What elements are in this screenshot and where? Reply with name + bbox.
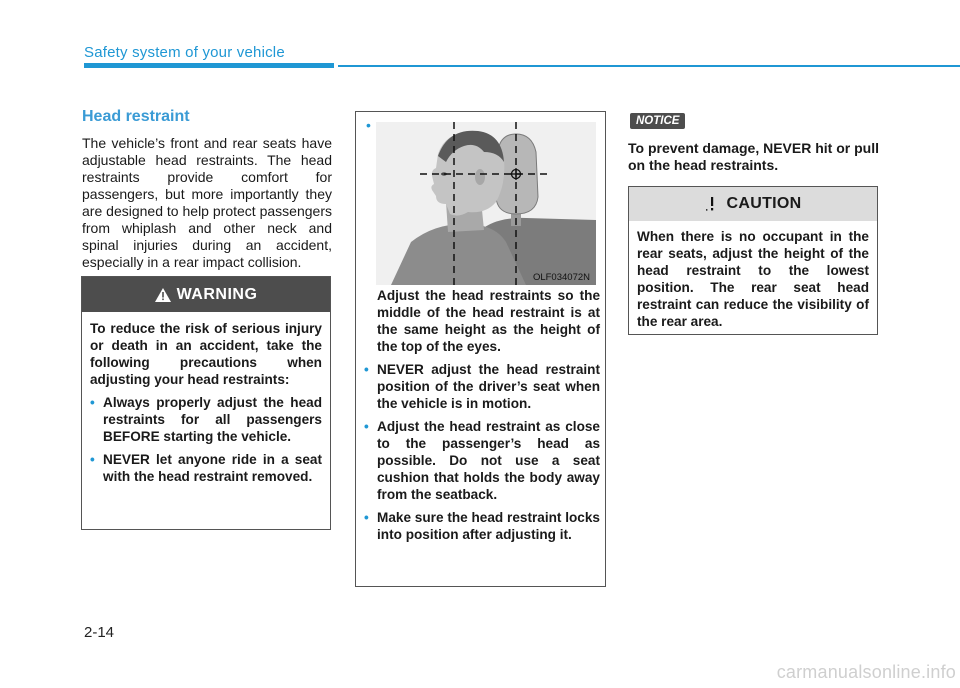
head-restraint-illustration [376, 122, 596, 285]
adjustment-instructions [364, 287, 600, 549]
section-header: Safety system of your vehicle [84, 44, 285, 61]
warning-triangle-icon [155, 288, 171, 302]
caution-label: CAUTION [726, 195, 802, 212]
warning-box [81, 276, 331, 530]
header-rule-thin [338, 65, 960, 67]
warning-item: • NEVER let anyone ride in a seat with the head restraint removed. [90, 451, 322, 485]
caution-header [629, 187, 877, 221]
adjustment-item: • Make sure the head restraint locks into position after adjusting it. [364, 509, 600, 543]
notice-tag: NOTICE [630, 113, 685, 129]
adjustment-item: • Adjust the head restraint as close to the passenger’s head as possible. Do not use a seat cushion that holds the body away from the seatback. [364, 418, 600, 503]
adjustment-list [364, 361, 600, 543]
warning-header [82, 277, 330, 312]
adjustment-item: • NEVER adjust the head restraint position of the driver’s seat when the vehicle is in motion. [364, 361, 600, 412]
warning-item: • Always properly adjust the head restraints for all passengers BEFORE starting the vehicle. [90, 394, 322, 445]
caution-box [628, 186, 878, 335]
head-restraint-section [82, 108, 332, 271]
warning-list [90, 394, 322, 485]
header-rule-thick [84, 63, 334, 68]
adjustment-box [355, 111, 606, 587]
intro-paragraph: The vehicle’s front and rear seats have adjustable head restraints. The head restraints provide comfort for passengers, but more importantly they are designed to help protect passengers from whiplash and other neck and spinal injuries during an accident, especially in a rear impact collision. [82, 135, 332, 270]
figure-caption: OLF034072N [532, 272, 590, 283]
warning-label: WARNING [176, 285, 258, 303]
page-number: 2-14 [84, 624, 115, 641]
caution-exclamation-icon [705, 196, 719, 212]
warning-body [82, 312, 330, 485]
adjustment-lead: Adjust the head restraints so the middle of the head restraint is at the same height as the height of the top of the eyes. [377, 288, 600, 354]
caution-text: When there is no occupant in the rear seats, adjust the height of the head restraint to the lowest position. The rear seat head restraint can reduce the visibility of the rear area. [637, 229, 869, 329]
bullet-marker: • [366, 117, 371, 133]
warning-intro: To reduce the risk of serious injury or death in an accident, take the following precautions when adjusting your head restraints: [90, 321, 322, 387]
watermark: carmanualsonline.info [776, 662, 956, 682]
head-restraint-figure [376, 122, 596, 285]
section-title: Head restraint [82, 108, 190, 125]
notice-text: To prevent damage, NEVER hit or pull on the head restraints. [628, 140, 879, 173]
